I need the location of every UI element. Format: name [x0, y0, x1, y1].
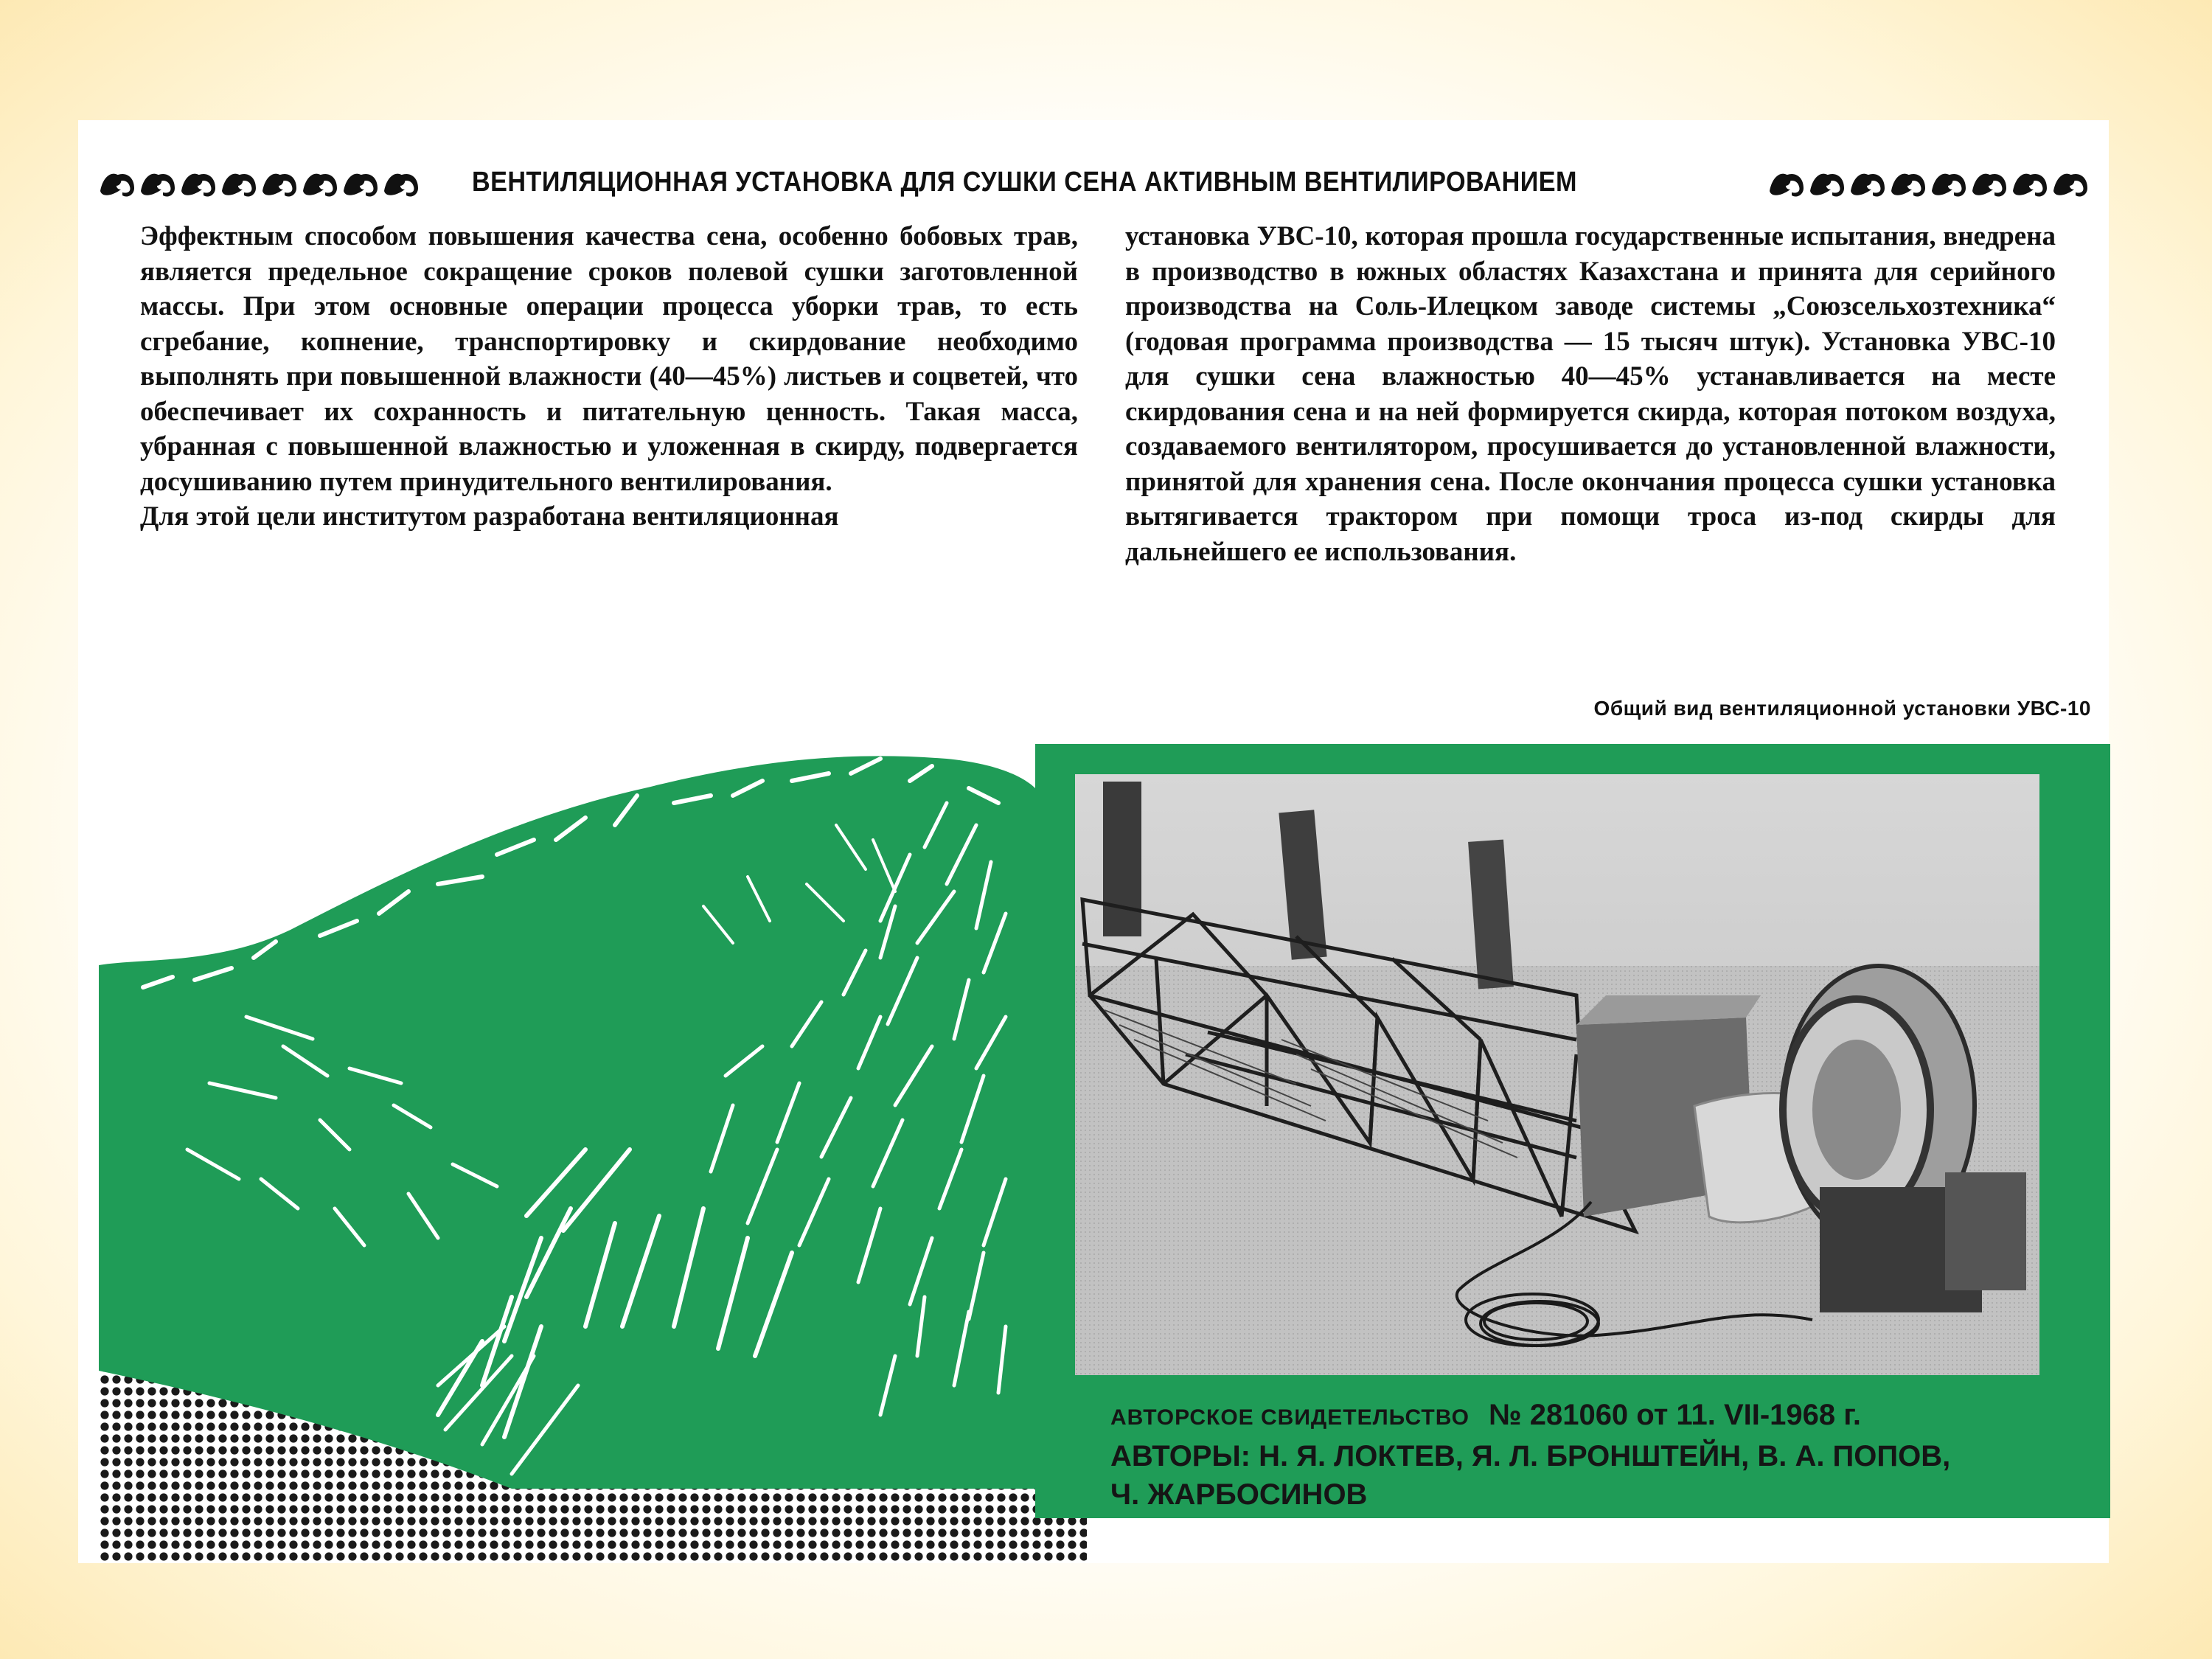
patent-line [1110, 1396, 2098, 1437]
authors-line-2: Ч. ЖАРБОСИНОВ [1110, 1478, 1368, 1511]
text-column-right [1125, 219, 2056, 569]
poster-sheet [78, 120, 2109, 1563]
paragraph-description: установка УВС-10, которая прошла государственные испытания, внедрена в производство в южных областях Казахстана и принята для серийного производства на Соль-Илецком заводе системы „Союзсельхозтехника“ (годовая программа производства — 15 тысяч штук). Установка УВС-10 для сушки сена влажностью 40—45% устанавливается на месте скирдования сена и на ней формируется скирда, которая потоком воздуха, создаваемого вентилятором, просушивается до установленной влажности, принятой для хранения сена. После окончания процесса сушки установка вытягивается трактором при помощи троса из-под скирды для дальнейшего ее использования. [1125, 221, 2056, 567]
paragraph-purpose: Для этой цели институтом разработана вентиляционная [140, 501, 839, 532]
wave-ornament-right-icon [1767, 159, 2091, 203]
authors-line-1: АВТОРЫ: Н. Я. ЛОКТЕВ, Я. Л. БРОНШТЕЙН, В. А. ПОПОВ, [1110, 1440, 1951, 1472]
wave-ornament-left-icon [97, 159, 422, 203]
patent-info [1110, 1396, 2098, 1514]
photo-caption: Общий вид вентиляционной установки УВС-10 [1593, 697, 2091, 720]
haystack-shape [99, 756, 1035, 1489]
patent-number: № 281060 от 11. VII-1968 г. [1489, 1399, 1862, 1431]
text-column-left [140, 219, 1078, 535]
paragraph-intro: Эффектным способом повышения качества сена, особенно бобовых трав, является предельное сокращение сроков полевой сушки заготовленной массы. При этом основные операции процесса уборки трав, то есть сгребание, копнение, транспортировку и скирдование необходимо выполнять при повышенной влажности (40—45%) листьев и соцветей, что обеспечивает их сохранность и питательную ценность. Такая масса, убранная с повышенной влажностью и уложенная в скирду, подвергается досушиванию путем принудительного вентилирования. [140, 221, 1078, 497]
headline: ВЕНТИЛЯЦИОННАЯ УСТАНОВКА ДЛЯ СУШКИ СЕНА АКТИВНЫМ ВЕНТИЛИРОВАНИЕМ [472, 167, 1577, 198]
chimney [1103, 782, 1141, 936]
installation-photo [1075, 774, 2039, 1375]
patent-label: АВТОРСКОЕ СВИДЕТЕЛЬСТВО [1110, 1405, 1470, 1430]
